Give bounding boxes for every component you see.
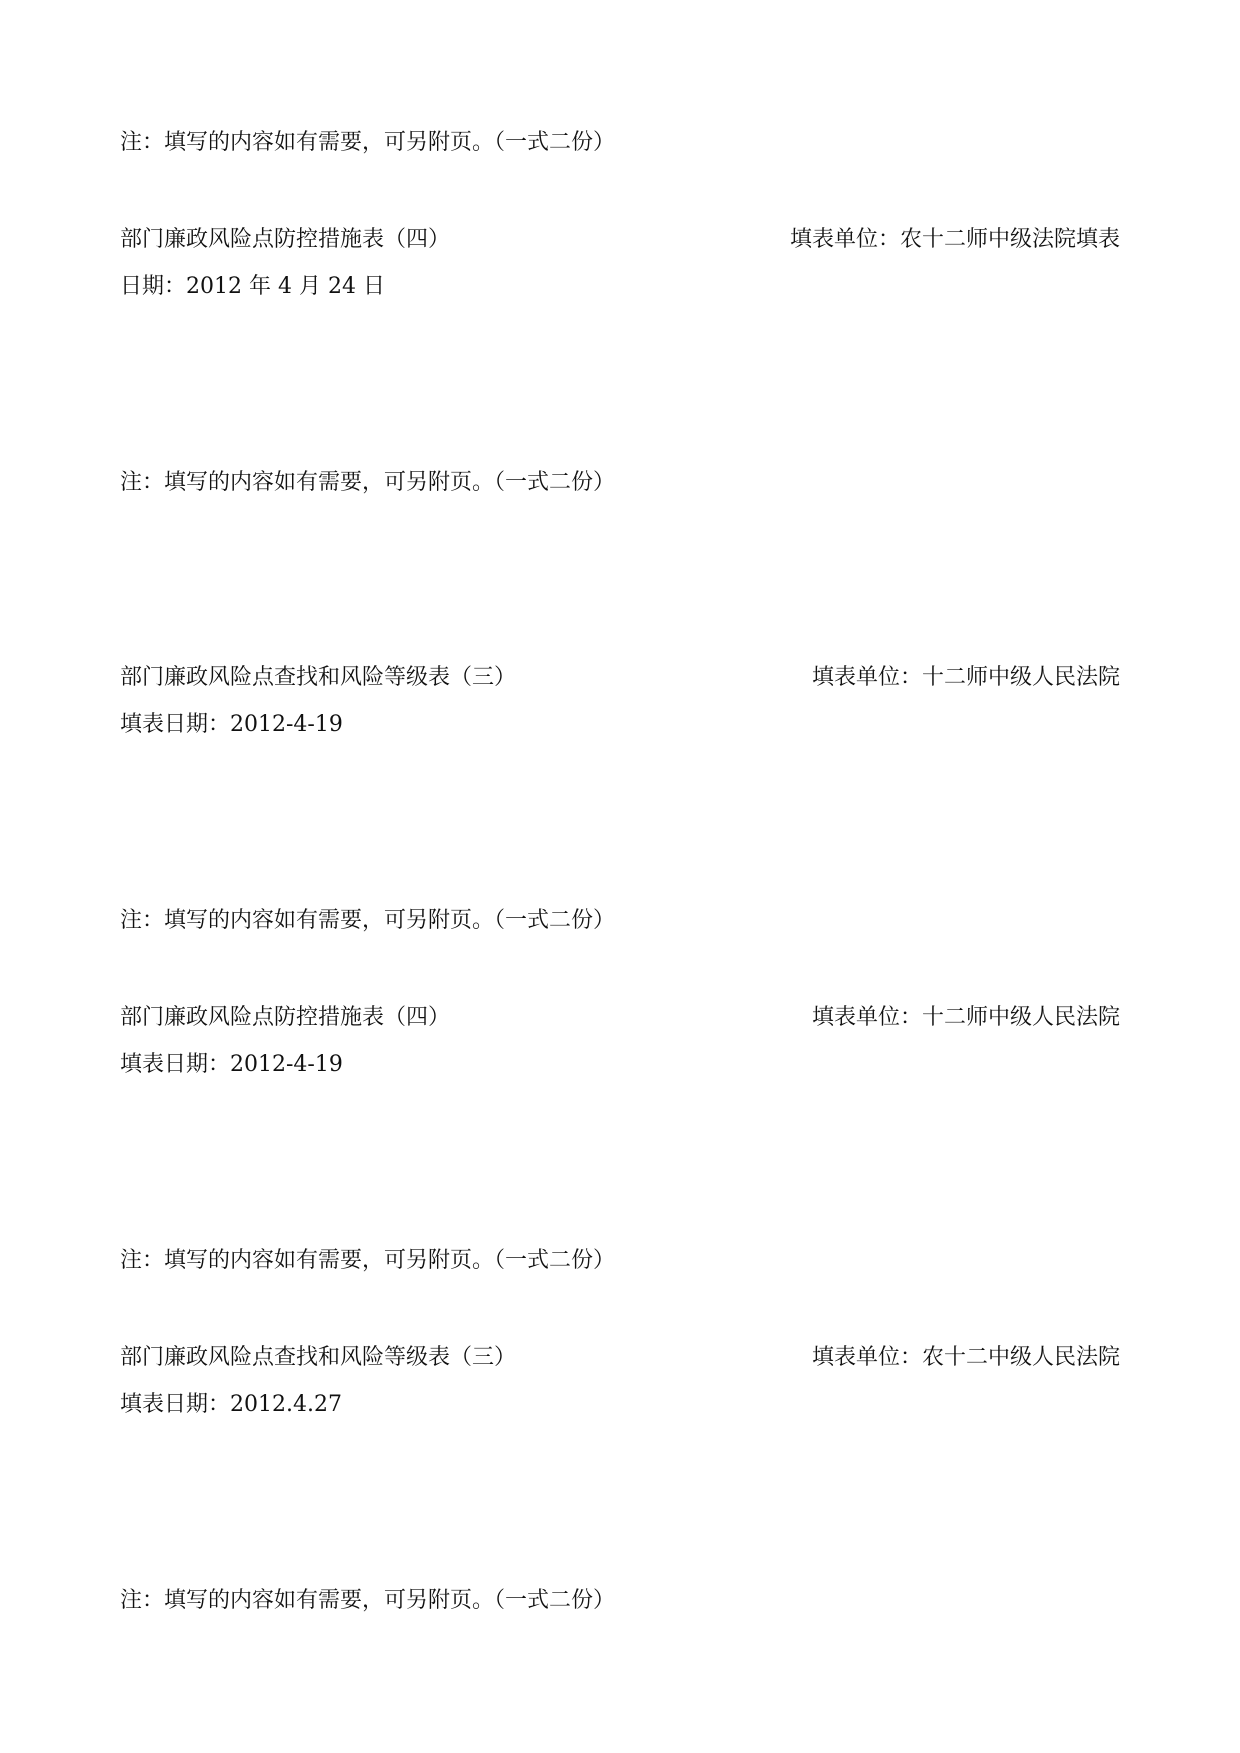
- note-line: 注：填写的内容如有需要，可另附页。（一式二份）: [120, 1588, 616, 1613]
- section-2-date: 填表日期：2012-4-19: [120, 712, 343, 737]
- note-line: 注：填写的内容如有需要，可另附页。（一式二份）: [120, 470, 616, 495]
- note-line: 注：填写的内容如有需要，可另附页。（一式二份）: [120, 130, 616, 155]
- section-3-date: 填表日期：2012-4-19: [120, 1052, 343, 1077]
- section-4-title: 部门廉政风险点查找和风险等级表（三）: [120, 1345, 517, 1370]
- section-1-unit: 填表单位：农十二师中级法院填表: [789, 227, 1120, 252]
- section-2-title: 部门廉政风险点查找和风险等级表（三）: [120, 665, 517, 690]
- note-line: 注：填写的内容如有需要，可另附页。（一式二份）: [120, 1248, 616, 1273]
- section-1-date: 日期：2012 年 4 月 24 日: [120, 274, 385, 299]
- section-3-title: 部门廉政风险点防控措施表（四）: [120, 1005, 451, 1030]
- note-line: 注：填写的内容如有需要，可另附页。（一式二份）: [120, 908, 616, 933]
- section-1-title: 部门廉政风险点防控措施表（四）: [120, 227, 451, 252]
- section-3-unit: 填表单位：十二师中级人民法院: [811, 1005, 1120, 1030]
- section-2-unit: 填表单位：十二师中级人民法院: [811, 665, 1120, 690]
- section-4-unit: 填表单位：农十二中级人民法院: [811, 1345, 1120, 1370]
- section-4-date: 填表日期：2012.4.27: [120, 1392, 342, 1417]
